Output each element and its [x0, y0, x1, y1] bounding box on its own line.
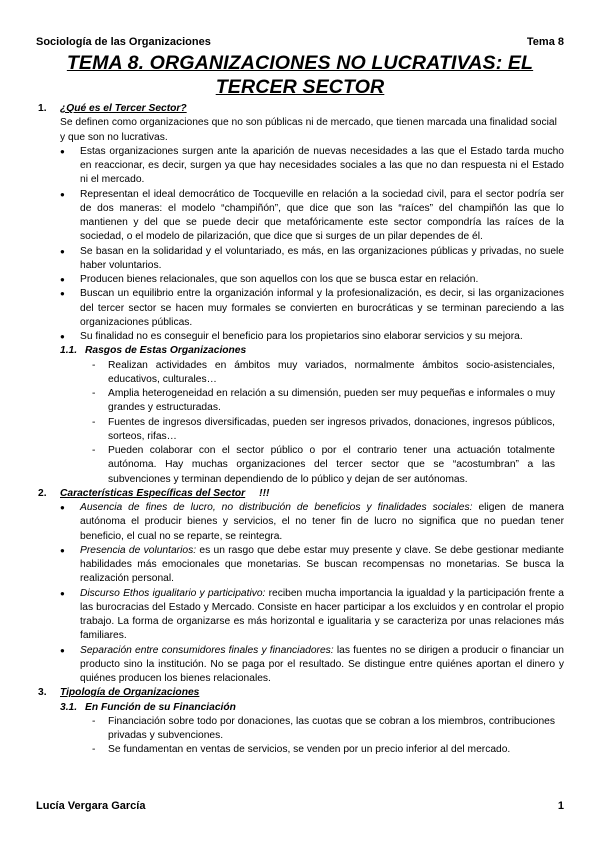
subsection-heading: [0, 701, 600, 715]
bullet-lead: Presencia de voluntarios:: [80, 544, 197, 556]
bullet-item: [0, 587, 600, 644]
bullet-item: [0, 644, 600, 687]
dash-item: - Se fundamentan en ventas de servicios, se venden por un precio inferior al del mercado.: [0, 743, 600, 757]
bullet-item: ● Representan el ideal democrático de Tocqueville en relación a la sociedad civil, para el sector podría ser de dos maneras: el modelo “champiñón”, que dice que son las “raíces” del champiñón las que lo mantienen y del que se puede decir que metafóricamente este sector compondría las raíces de la sociedad, o el modelo de pilarización, que dice que si surges de un pilar dependes de él.: [0, 188, 600, 245]
bullet-item: ● Su finalidad no es conseguir el beneficio para los propietarios sino elaborar servicios y su mejora.: [0, 330, 600, 344]
subsection-number: 1.1.: [60, 345, 78, 357]
section-number: 1.: [38, 103, 47, 114]
bullet-text: las fuentes no se dirigen a producir o financiar un producto sino la institución. No se paga por el resultado. Se distingue entre quiénes aportan el dinero y quiénes producen los bienes relacionales.: [80, 644, 565, 684]
section-title: Características Específicas del Sector: [60, 487, 246, 499]
page-header: [36, 36, 564, 48]
dash-item: - Amplia heterogeneidad en relación a su dimensión, pueden ser muy pequeñas e informales o muy grandes y estructuradas.: [0, 387, 600, 416]
dash-item: - Fuentes de ingresos diversificadas, pueden ser ingresos privados, donaciones, ingresos públicos, sorteos, rifas…: [0, 416, 600, 445]
bullet-text: es un rasgo que debe estar muy presente y clave. Se debe gestionar mediante habilidades más emocionales que monetarias. Se buscan recompensas no monetarias. Se busca la realización personal.: [80, 544, 565, 585]
bullet-item: ● Estas organizaciones surgen ante la aparición de nuevas necesidades a las que el Estado tarda mucho en reaccionar, es decir, surgen ya que hay necesidades sociales a las que no dan respuesta ni el Estado ni el mercado.: [0, 145, 600, 188]
document-body: [0, 102, 600, 758]
section-number: 3.: [38, 687, 47, 699]
section-number: 2.: [38, 487, 47, 499]
bullet-item: ● Buscan un equilibrio entre la organización informal y la profesionalización, es decir, si las organizaciones del tercer sector se hacen muy formales se convierten en burocráticas y se terminan pareciendo a las organizaciones públicas.: [0, 287, 600, 330]
bullet-lead: Ausencia de fines de lucro, no distribución de beneficios y finalidades sociales:: [80, 502, 473, 513]
page-number: 1: [557, 800, 564, 812]
paragraph: Se definen como organizaciones que no son públicas ni de mercado, que tienen marcada una finalidad social y que son no lucrativas.: [60, 117, 557, 143]
bullet-item: [0, 544, 600, 587]
page-footer: [36, 800, 564, 812]
dash-item: - Realizan actividades en ámbitos muy variados, normalmente ámbitos socio-asistenciales, educativos, culturales…: [0, 359, 600, 388]
bullet-lead: Separación entre consumidores finales y financiadores:: [80, 644, 334, 656]
dash-item: - Financiación sobre todo por donaciones, las cuotas que se cobran a los miembros, contribuciones privadas y subvenciones.: [0, 715, 600, 744]
emphasis-mark: !!!: [259, 487, 270, 499]
bullet-lead: Discurso Ethos igualitario y participativo:: [80, 587, 266, 599]
bullet-text: eligen de manera autónoma el producir bienes y servicios, el no tener fin de lucro no significa que no puedan tener beneficio, el cual no se reparte, se reintegra.: [80, 502, 564, 542]
subsection-heading: [0, 344, 600, 358]
section-title: ¿Qué es el Tercer Sector?: [60, 103, 187, 114]
footer-author: Lucía Vergara García: [36, 800, 146, 812]
header-course: Sociología de las Organizaciones: [36, 36, 211, 48]
bullet-item: [0, 501, 600, 544]
section-heading: [0, 102, 600, 116]
subsection-title: Rasgos de Estas Organizaciones: [85, 345, 247, 357]
document-title: TEMA 8. ORGANIZACIONES NO LUCRATIVAS: EL TERCER SECTOR: [66, 52, 534, 98]
subsection-title: En Función de su Financiación: [85, 701, 236, 713]
section-heading: [0, 686, 600, 700]
header-topic: Tema 8: [526, 36, 564, 48]
section-heading: [0, 487, 600, 501]
bullet-text: reciben mucha importancia la igualdad y la participación frente a las burocracias del Estado y Mercado. Consiste en hacer participar a los excluidos y en controlar el propio trabajo. La forma de organizarse es más horizontal e igualitaria y se caracteriza por unas relaciones más familiares.: [80, 587, 565, 642]
section-title: Tipología de Organizaciones: [60, 687, 200, 699]
dash-item: - Pueden colaborar con el sector público o por el contrario tener una actuación totalmente autónoma. Hay muchas organizaciones del tercer sector que se “acostumbran” a las subvenciones y terminan dependiendo de lo público y dejan de ser autónomas.: [0, 444, 600, 487]
subsection-number: 3.1.: [60, 701, 78, 713]
bullet-item: ● Se basan en la solidaridad y el voluntariado, es más, en las organizaciones públicas y privadas, no suele haber voluntarios.: [0, 245, 600, 274]
bullet-item: ● Producen bienes relacionales, que son aquellos con los que se busca estar en relación.: [0, 273, 600, 287]
